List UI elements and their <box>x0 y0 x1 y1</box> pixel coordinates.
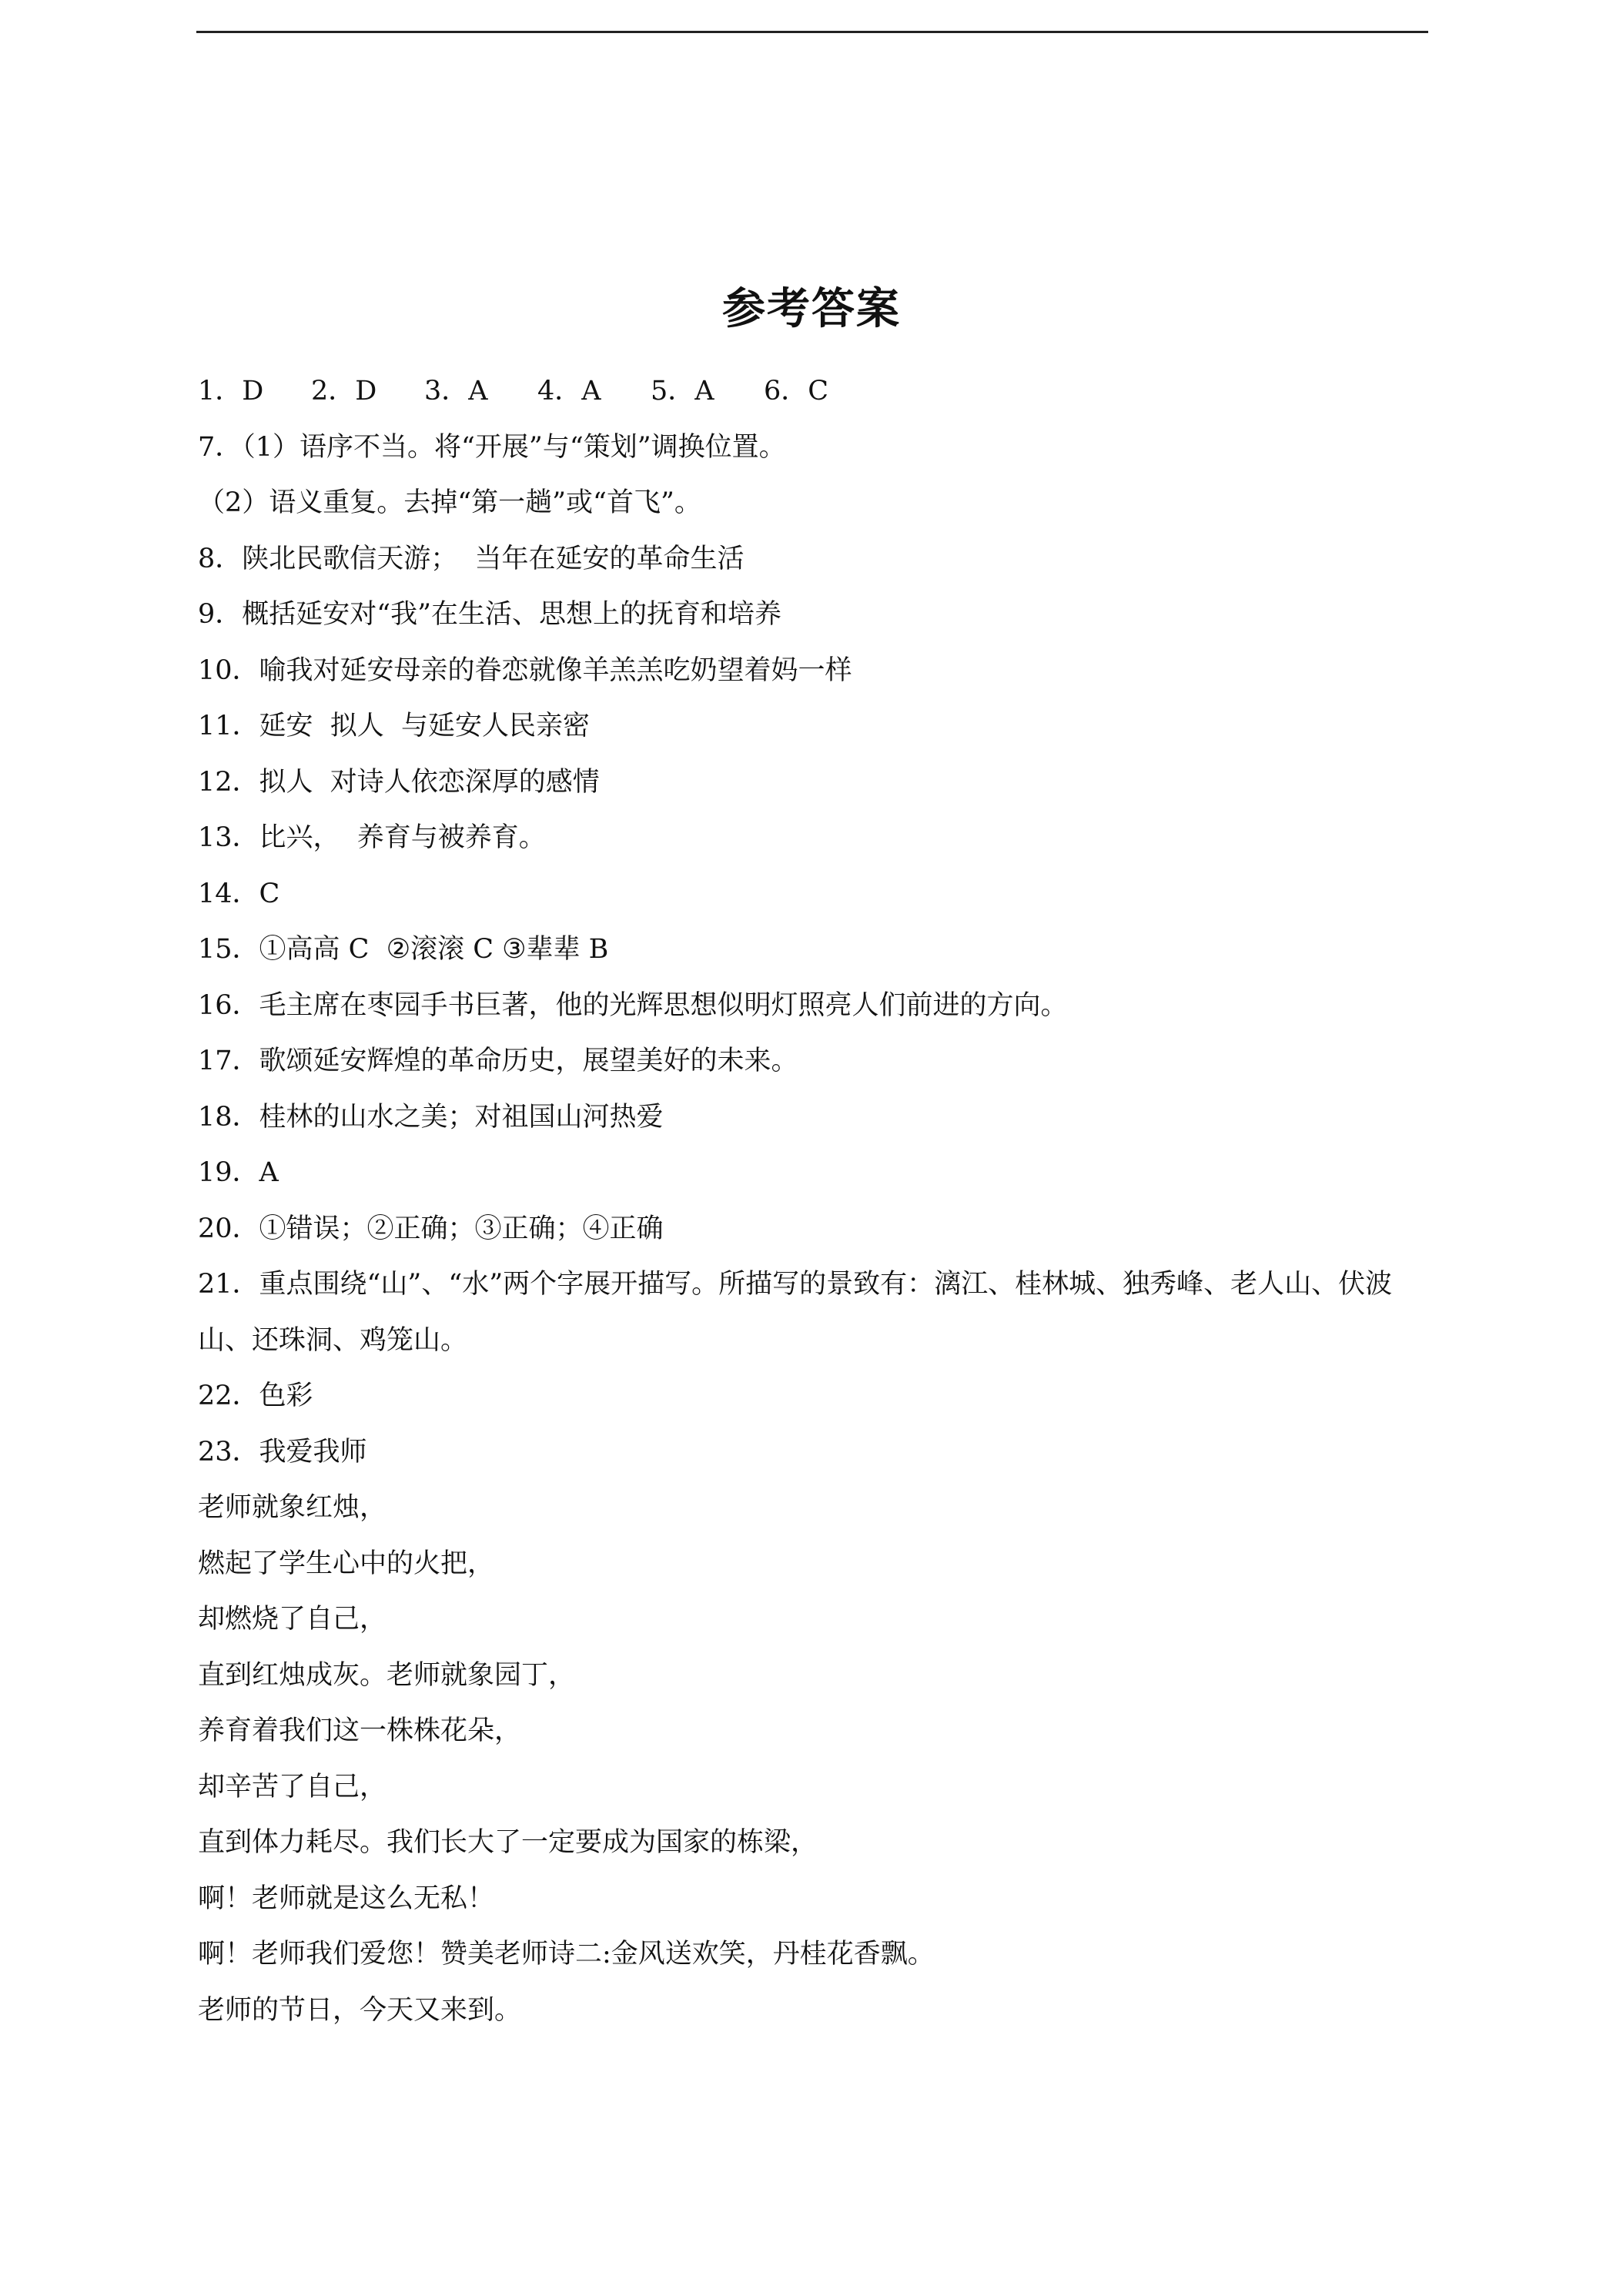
mcq-answer: 4．A <box>537 376 601 407</box>
answer-line: （2）语义重复。去掉“第一趟”或“首飞”。 <box>198 487 701 518</box>
answer-list <box>198 363 1430 2038</box>
answer-line: 8．陕北民歌信天游； 当年在延安的革命生活 <box>198 543 745 574</box>
mcq-answer: 2．D <box>311 376 377 407</box>
answer-line: 16．毛主席在枣园手书巨著，他的光辉思想似明灯照亮人们前进的方向。 <box>198 989 1068 1021</box>
answer-line: 7．（1）语序不当。将“开展”与“策划”调换位置。 <box>198 431 786 463</box>
poem-line: 直到红烛成灰。老师就象园丁， <box>198 1659 576 1691</box>
mcq-answer: 6．C <box>764 376 829 407</box>
poem-line: 养育着我们这一株株花朵， <box>198 1715 522 1746</box>
answer-line-q21: 21．重点围绕“山”、“水”两个字展开描写。所描写的景致有：漓江、桂林城、独秀峰、老人山、伏波山、还珠洞、鸡笼山。 <box>198 1269 1393 1356</box>
answer-line: 9．概括延安对“我”在生活、思想上的抚育和培养 <box>198 599 782 630</box>
poem-line: 啊！老师我们爱您！赞美老师诗二:金风送欢笑，丹桂花香飘。 <box>198 1939 935 1970</box>
answer-line: 19．A <box>198 1157 279 1188</box>
header-rule <box>196 31 1428 33</box>
answer-line: 11．延安 拟人 与延安人民亲密 <box>198 711 591 741</box>
mcq-answer: 5．A <box>651 376 714 407</box>
poem-line: 直到体力耗尽。我们长大了一定要成为国家的栋梁， <box>198 1827 818 1858</box>
poem-line: 啊！老师就是这么无私！ <box>198 1883 495 1914</box>
mcq-answers-row <box>198 363 1430 420</box>
poem-line: 老师的节日，今天又来到。 <box>198 1994 522 2026</box>
answer-line: 18．桂林的山水之美；对祖国山河热爱 <box>198 1101 664 1133</box>
poem-line: 却燃烧了自己， <box>198 1604 387 1635</box>
answer-line: 20．①错误；②正确；③正确；④正确 <box>198 1213 664 1244</box>
answer-line: 13．比兴， 养育与被养育。 <box>198 822 546 853</box>
answer-line: 10．喻我对延安母亲的眷恋就像羊羔羔吃奶望着妈一样 <box>198 654 852 686</box>
poem-line: 燃起了学生心中的火把， <box>198 1548 495 1579</box>
answer-line: 17．歌颂延安辉煌的革命历史，展望美好的未来。 <box>198 1046 798 1076</box>
answer-line: 12．拟人 对诗人依恋深厚的感情 <box>198 766 600 798</box>
page-title: 参考答案 <box>722 284 901 334</box>
poem-line: 老师就象红烛， <box>198 1492 387 1523</box>
poem-line: 却辛苦了自己， <box>198 1771 387 1802</box>
poem-title-line: 23．我爱我师 <box>198 1436 367 1468</box>
mcq-answer: 3．A <box>424 376 488 407</box>
answer-line: 14．C <box>198 878 280 909</box>
mcq-answer: 1．D <box>198 376 264 407</box>
answer-line: 22．色彩 <box>198 1381 313 1411</box>
answer-line: 15．①高高 C ②滚滚 C ③辈辈 B <box>198 934 609 965</box>
